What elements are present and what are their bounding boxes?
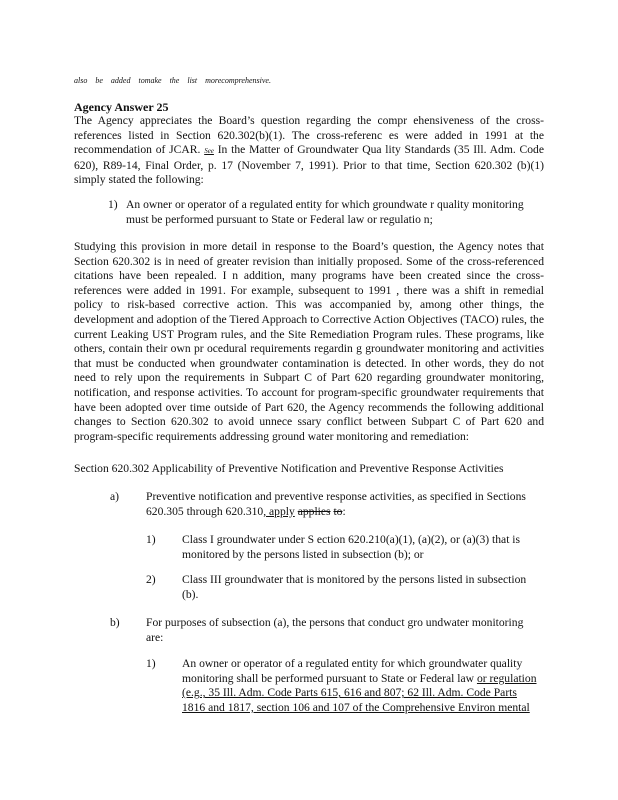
quoted-provision-text: An owner or operator of a regulated entity for which groundwate r quality monitoring must be performed pursuant to State or Federal law or regulatio n;: [126, 198, 524, 226]
deleted-text: applies: [297, 504, 331, 518]
see-signal: See: [204, 147, 214, 156]
quoted-provision: [108, 198, 540, 227]
subsection-b-1-label: 1): [146, 657, 156, 670]
agency-answer-heading: Agency Answer 25: [74, 100, 169, 114]
subsection-a-2-text: Class III groundwater that is monitored by the persons listed in subsection (b).: [182, 573, 527, 601]
subsection-a-label: a): [110, 490, 120, 503]
deleted-text-to: to: [333, 504, 343, 518]
subsection-b-text: For purposes of subsection (a), the persons that conduct gro undwater monitoring are:: [146, 616, 524, 644]
subsection-b-1-text: An owner or operator of a regulated entity for which groundwater quality monitoring shall be performed pursuant to State or Federal law or regulation (e.g., 35 Ill. Adm. Code Parts 615, 616 and 807; 62 Ill. Adm. Code Parts 1816 and 1817, section 106 and 107 of the Comprehensive Environ mental: [182, 657, 537, 714]
paragraph-analysis: Studying this provision in more detail in response to the Board’s question, the Agency notes that Section 620.302 is in need of greater revision than initially proposed. Some of the cross-referenced citations have been repealed. I n addition, many programs have been created since the cross-references were added in 1991. For example, subsequent to 1991 , there was a shift in remedial policy to risk-based corrective action. This was accompanied by, among other things, the development and adoption of the Tiered Approach to Corrective Action Objectives (TACO) rules, the current Leaking UST Program rules, and the Site Remediation Program rules. These programs, like others, contain their own pr ocedural requirements regardin g groundwater monitoring and activities that must be conducted when groundwater contamination is detected. In other words, they do not need to rely upon the requirements in Subpart C of Part 620 regarding groundwater monitoring, notification, and response activities. To account for program-specific groundwater requirements that have been adopted over time outside of Part 620, the Agency recommends the following additional changes to Section 620.302 to avoid unnece ssary conflict between Subpart C of Part 620 and program-specific requirements addressing ground water monitoring and remediation:: [74, 240, 544, 443]
subsection-a-text: Preventive notification and preventive response activities, as specified in Sections 620.305 through 620.310, apply applies to:: [146, 490, 526, 518]
quoted-provision-number: 1): [108, 198, 118, 211]
subsection-a-1-label: 1): [146, 533, 156, 546]
inserted-text-regulation: or regulation: [476, 671, 537, 685]
inserted-text: , apply: [263, 504, 295, 518]
subsection-b-label: b): [110, 616, 120, 629]
leftover-fragment-text: also be added tomake the list morecomprehensive.: [74, 76, 271, 85]
section-title: Section 620.302 Applicability of Preventive Notification and Preventive Response Activities: [74, 462, 504, 475]
paragraph-intro: The Agency appreciates the Board’s question regarding the compr ehensiveness of the cross-references listed in Section 620.302(b)(1). The cross-referenc es were added in 1991 at the recommendation of JCAR. See In the Matter of Groundwater Qua lity Standards (35 Ill. Adm. Code 620), R89-14, Final Order, p. 17 (November 7, 1991). Prior to that time, Section 620.302 (b)(1) simply stated the following:: [74, 114, 544, 187]
subsection-a-2-label: 2): [146, 573, 156, 586]
inserted-text-citations: (e.g., 35 Ill. Adm. Code Parts 615, 616 and 807; 62 Ill. Adm. Code Parts 1816 and 1817, section 106 and 107 of the Comprehensive Environ mental: [182, 686, 530, 714]
subsection-a-1-text: Class I groundwater under S ection 620.210(a)(1), (a)(2), or (a)(3) that is monitored by the persons listed in subsection (b); or: [182, 533, 521, 561]
